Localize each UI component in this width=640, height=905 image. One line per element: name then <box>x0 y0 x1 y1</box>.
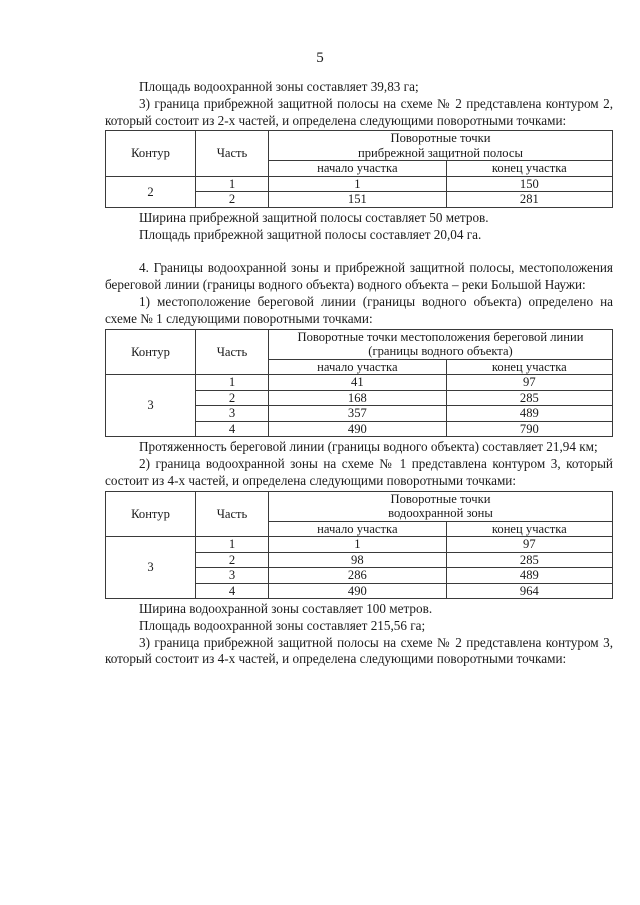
cell-start: 1 <box>269 176 447 192</box>
header-chast: Часть <box>196 131 269 177</box>
cell-end: 97 <box>446 537 612 553</box>
table-header-row <box>106 491 613 521</box>
table-header-row <box>106 131 613 161</box>
paragraph: Площадь водоохранной зоны составляет 215,56 га; <box>139 617 426 633</box>
header-group: Поворотные точки прибрежной защитной полосы <box>269 131 613 161</box>
cell-end: 964 <box>446 583 612 599</box>
header-group: Поворотные точки местоположения береговой линии (границы водного объекта) <box>269 329 613 359</box>
cell-end: 790 <box>446 421 612 437</box>
cell-part: 2 <box>196 552 269 568</box>
cell-part: 1 <box>196 375 269 391</box>
header-end: конец участка <box>446 521 612 537</box>
paragraph: Площадь прибрежной защитной полосы составляет 20,04 га. <box>139 226 482 242</box>
header-end: конец участка <box>446 161 612 177</box>
table-shore-strip-contour-2 <box>105 130 613 208</box>
header-end: конец участка <box>446 359 612 375</box>
cell-kontur: 3 <box>106 537 196 599</box>
header-chast: Часть <box>196 491 269 537</box>
cell-end: 489 <box>446 568 612 584</box>
paragraph: 2) граница водоохранной зоны на схеме № 1 представлена контуром 3, который состоит из 4-х частей, и определена следующими поворотными точками: <box>105 455 613 488</box>
paragraph: Протяженность береговой линии (границы водного объекта) составляет 21,94 км; <box>139 439 598 455</box>
cell-start: 41 <box>269 375 447 391</box>
header-start: начало участка <box>269 359 447 375</box>
cell-start: 490 <box>269 583 447 599</box>
cell-part: 3 <box>196 568 269 584</box>
cell-part: 2 <box>196 192 269 208</box>
cell-part: 4 <box>196 583 269 599</box>
cell-end: 285 <box>446 552 612 568</box>
cell-part: 3 <box>196 406 269 422</box>
header-start: начало участка <box>269 161 447 177</box>
cell-start: 357 <box>269 406 447 422</box>
page-number: 5 <box>316 50 324 66</box>
paragraph: 3) граница прибрежной защитной полосы на схеме № 2 представлена контуром 2, который состоит из 2-х частей, и определена следующими поворотными точками: <box>105 95 613 128</box>
cell-start: 490 <box>269 421 447 437</box>
paragraph: Ширина водоохранной зоны составляет 100 метров. <box>139 601 433 617</box>
table-header-row <box>106 329 613 359</box>
table-shoreline-contour-3 <box>105 329 613 438</box>
cell-start: 1 <box>269 537 447 553</box>
cell-kontur: 3 <box>106 375 196 437</box>
cell-start: 286 <box>269 568 447 584</box>
table-row <box>106 537 613 553</box>
cell-start: 151 <box>269 192 447 208</box>
cell-part: 2 <box>196 390 269 406</box>
header-kontur: Контур <box>106 131 196 177</box>
header-kontur: Контур <box>106 491 196 537</box>
paragraph: Ширина прибрежной защитной полосы составляет 50 метров. <box>139 209 489 225</box>
header-group: Поворотные точки водоохранной зоны <box>269 491 613 521</box>
paragraph: 3) граница прибрежной защитной полосы на схеме № 2 представлена контуром 3, который состоит из 4-х частей, и определена следующими поворотными точками: <box>105 634 613 667</box>
cell-kontur: 2 <box>106 176 196 207</box>
header-start: начало участка <box>269 521 447 537</box>
paragraph: 4. Границы водоохранной зоны и прибрежной защитной полосы, местоположения береговой линии (границы водного объекта) водного объекта – реки Большой Наужи: <box>105 260 613 293</box>
header-kontur: Контур <box>106 329 196 375</box>
paragraph: 1) местоположение береговой линии (границы водного объекта) определено на схеме № 1 следующими поворотными точками: <box>105 294 613 326</box>
cell-end: 150 <box>446 176 612 192</box>
cell-end: 489 <box>446 406 612 422</box>
cell-end: 285 <box>446 390 612 406</box>
table-row <box>106 176 613 192</box>
table-row <box>106 375 613 391</box>
cell-part: 1 <box>196 176 269 192</box>
cell-part: 4 <box>196 421 269 437</box>
paragraph: Площадь водоохранной зоны составляет 39,83 га; <box>139 79 419 94</box>
cell-start: 168 <box>269 390 447 406</box>
header-chast: Часть <box>196 329 269 375</box>
cell-start: 98 <box>269 552 447 568</box>
table-water-protection-zone-contour-3 <box>105 491 613 600</box>
cell-end: 281 <box>446 192 612 208</box>
cell-end: 97 <box>446 375 612 391</box>
document-body <box>105 79 613 668</box>
cell-part: 1 <box>196 537 269 553</box>
